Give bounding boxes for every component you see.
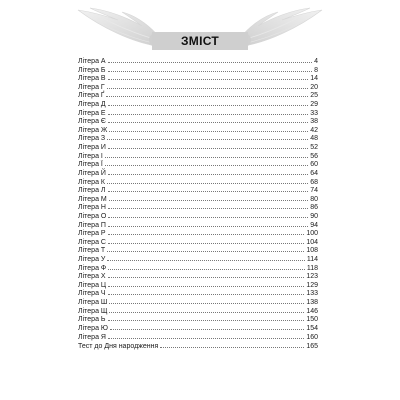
toc-entry-page-number: 118 [306, 264, 318, 272]
toc-entry-page-number: 25 [310, 92, 318, 100]
toc-entry-page-number: 20 [310, 83, 318, 91]
toc-dot-leader [108, 71, 313, 72]
toc-dot-leader [108, 79, 309, 80]
toc-entry-page-number: 42 [310, 126, 318, 134]
toc-dot-leader [105, 165, 308, 166]
toc-entry[interactable] [78, 179, 318, 188]
toc-entry[interactable] [78, 153, 318, 162]
toc-entry-page-number: 94 [310, 221, 318, 229]
toc-entry[interactable] [78, 196, 318, 205]
toc-entry-page-number: 133 [306, 290, 318, 298]
toc-dot-leader [108, 277, 305, 278]
toc-entry-label: Літера Є [78, 118, 106, 126]
toc-entry-label: Літера Х [78, 273, 106, 281]
toc-entry[interactable] [78, 92, 318, 101]
toc-dot-leader [107, 183, 308, 184]
toc-entry[interactable] [78, 343, 318, 352]
toc-entry-page-number: 14 [310, 75, 318, 83]
toc-entry-label: Літера Н [78, 204, 106, 212]
toc-dot-leader [108, 191, 309, 192]
toc-dot-leader [107, 251, 304, 252]
toc-entry[interactable] [78, 247, 318, 256]
toc-entry[interactable] [78, 222, 318, 231]
contents-header [72, 6, 328, 52]
toc-dot-leader [109, 200, 308, 201]
toc-entry[interactable] [78, 325, 318, 334]
toc-dot-leader [108, 208, 308, 209]
toc-entry-label: Літера А [78, 58, 106, 65]
toc-entry-label: Літера Л [78, 187, 106, 195]
toc-entry-label: Літера С [78, 238, 106, 246]
toc-entry[interactable] [78, 110, 318, 119]
toc-entry[interactable] [78, 58, 318, 67]
toc-entry-label: Тест до Дня народження [78, 343, 159, 351]
toc-dot-leader [108, 243, 304, 244]
toc-entry-page-number: 56 [310, 152, 318, 160]
toc-entry[interactable] [78, 213, 318, 222]
toc-entry[interactable] [78, 67, 318, 76]
toc-dot-leader [108, 122, 308, 123]
toc-entry-label: Літера Д [78, 101, 106, 109]
toc-entry[interactable] [78, 239, 318, 248]
toc-dot-leader [108, 320, 305, 321]
toc-entry-label: Літера У [78, 256, 106, 264]
toc-entry-page-number: 48 [310, 135, 318, 143]
toc-entry-label: Літера І [78, 152, 103, 160]
toc-entry-label: Літера Р [78, 230, 106, 238]
toc-entry-page-number: 8 [314, 66, 318, 74]
toc-entry-page-number: 146 [306, 307, 318, 315]
toc-entry-label: Літера Я [78, 333, 106, 341]
toc-entry[interactable] [78, 256, 318, 265]
toc-dot-leader [105, 157, 308, 158]
toc-entry-page-number: 33 [310, 109, 318, 117]
toc-entry[interactable] [78, 118, 318, 127]
toc-dot-leader [108, 217, 308, 218]
toc-entry-page-number: 100 [306, 230, 318, 238]
toc-dot-leader [108, 226, 308, 227]
toc-entry[interactable] [78, 308, 318, 317]
toc-entry-page-number: 150 [306, 316, 318, 324]
toc-entry-label: Літера П [78, 221, 106, 229]
toc-entry-label: Літера И [78, 144, 106, 152]
toc-entry[interactable] [78, 75, 318, 84]
toc-entry-page-number: 38 [310, 118, 318, 126]
toc-entry[interactable] [78, 334, 318, 343]
toc-entry-page-number: 160 [306, 333, 318, 341]
toc-dot-leader [108, 294, 305, 295]
toc-entry-label: Літера Щ [78, 307, 108, 315]
toc-entry-page-number: 104 [306, 238, 318, 246]
toc-entry-label: Літера Г [78, 83, 105, 91]
toc-entry-label: Літера В [78, 75, 106, 83]
toc-entry-page-number: 108 [306, 247, 318, 255]
toc-dot-leader [108, 174, 308, 175]
toc-dot-leader [108, 105, 309, 106]
toc-dot-leader [107, 260, 304, 261]
toc-dot-leader [109, 303, 304, 304]
toc-dot-leader [109, 312, 304, 313]
toc-entry-page-number: 90 [310, 212, 318, 220]
toc-dot-leader [108, 148, 308, 149]
toc-entry-page-number: 165 [306, 343, 318, 351]
toc-entry-label: Літера Т [78, 247, 106, 255]
toc-entry-page-number: 60 [310, 161, 318, 169]
toc-entry[interactable] [78, 299, 318, 308]
toc-entry[interactable] [78, 135, 318, 144]
toc-entry-label: Літера З [78, 135, 106, 143]
toc-dot-leader [108, 114, 309, 115]
toc-entry-page-number: 64 [310, 169, 318, 177]
toc-entry[interactable] [78, 161, 318, 170]
toc-entry-page-number: 74 [310, 187, 318, 195]
page-title: ЗМІСТ [180, 34, 220, 48]
table-of-contents [78, 58, 318, 352]
toc-entry-label: Літера Ї [78, 161, 103, 169]
toc-entry-label: Літера К [78, 178, 105, 186]
toc-entry-label: Літера Ш [78, 299, 108, 307]
toc-entry[interactable] [78, 204, 318, 213]
title-banner [152, 32, 248, 50]
toc-entry[interactable] [78, 290, 318, 299]
toc-entry-page-number: 114 [306, 256, 318, 264]
toc-entry[interactable] [78, 101, 318, 110]
toc-entry[interactable] [78, 230, 318, 239]
toc-entry[interactable] [78, 144, 318, 153]
toc-dot-leader [107, 88, 309, 89]
toc-entry-label: Літера О [78, 212, 107, 220]
toc-entry[interactable] [78, 170, 318, 179]
toc-entry-label: Літера Ц [78, 281, 107, 289]
toc-entry-page-number: 129 [306, 281, 318, 289]
toc-entry-page-number: 154 [306, 324, 318, 332]
toc-dot-leader [108, 286, 304, 287]
toc-entry-page-number: 138 [306, 299, 318, 307]
toc-entry-label: Літера М [78, 195, 107, 203]
toc-entry-label: Літера Ж [78, 126, 108, 134]
toc-dot-leader [109, 131, 308, 132]
toc-entry-page-number: 123 [306, 273, 318, 281]
toc-dot-leader [107, 139, 308, 140]
toc-entry[interactable] [78, 187, 318, 196]
toc-dot-leader [106, 96, 308, 97]
toc-entry[interactable] [78, 282, 318, 291]
toc-entry-label: Літера Ю [78, 324, 108, 332]
toc-entry-page-number: 86 [310, 204, 318, 212]
toc-dot-leader [160, 347, 304, 348]
toc-entry-page-number: 80 [310, 195, 318, 203]
toc-entry-page-number: 68 [310, 178, 318, 186]
toc-entry-label: Літера Ґ [78, 92, 105, 100]
toc-dot-leader [110, 329, 304, 330]
right-wing-icon [237, 8, 322, 47]
toc-dot-leader [108, 338, 304, 339]
toc-dot-leader [108, 269, 305, 270]
left-wing-icon [78, 8, 163, 47]
toc-entry[interactable] [78, 265, 318, 274]
toc-entry-label: Літера Ч [78, 290, 106, 298]
toc-entry-label: Літера Ь [78, 316, 106, 324]
toc-entry[interactable] [78, 127, 318, 136]
toc-dot-leader [108, 62, 313, 63]
toc-entry[interactable] [78, 84, 318, 93]
toc-entry[interactable] [78, 273, 318, 282]
toc-entry[interactable] [78, 316, 318, 325]
toc-entry-label: Літера Б [78, 66, 106, 74]
toc-entry-label: Літера Й [78, 169, 106, 177]
toc-entry-page-number: 4 [314, 58, 318, 65]
toc-dot-leader [108, 234, 305, 235]
toc-entry-page-number: 52 [310, 144, 318, 152]
toc-entry-label: Літера Е [78, 109, 106, 117]
toc-entry-page-number: 29 [310, 101, 318, 109]
toc-entry-label: Літера Ф [78, 264, 107, 272]
